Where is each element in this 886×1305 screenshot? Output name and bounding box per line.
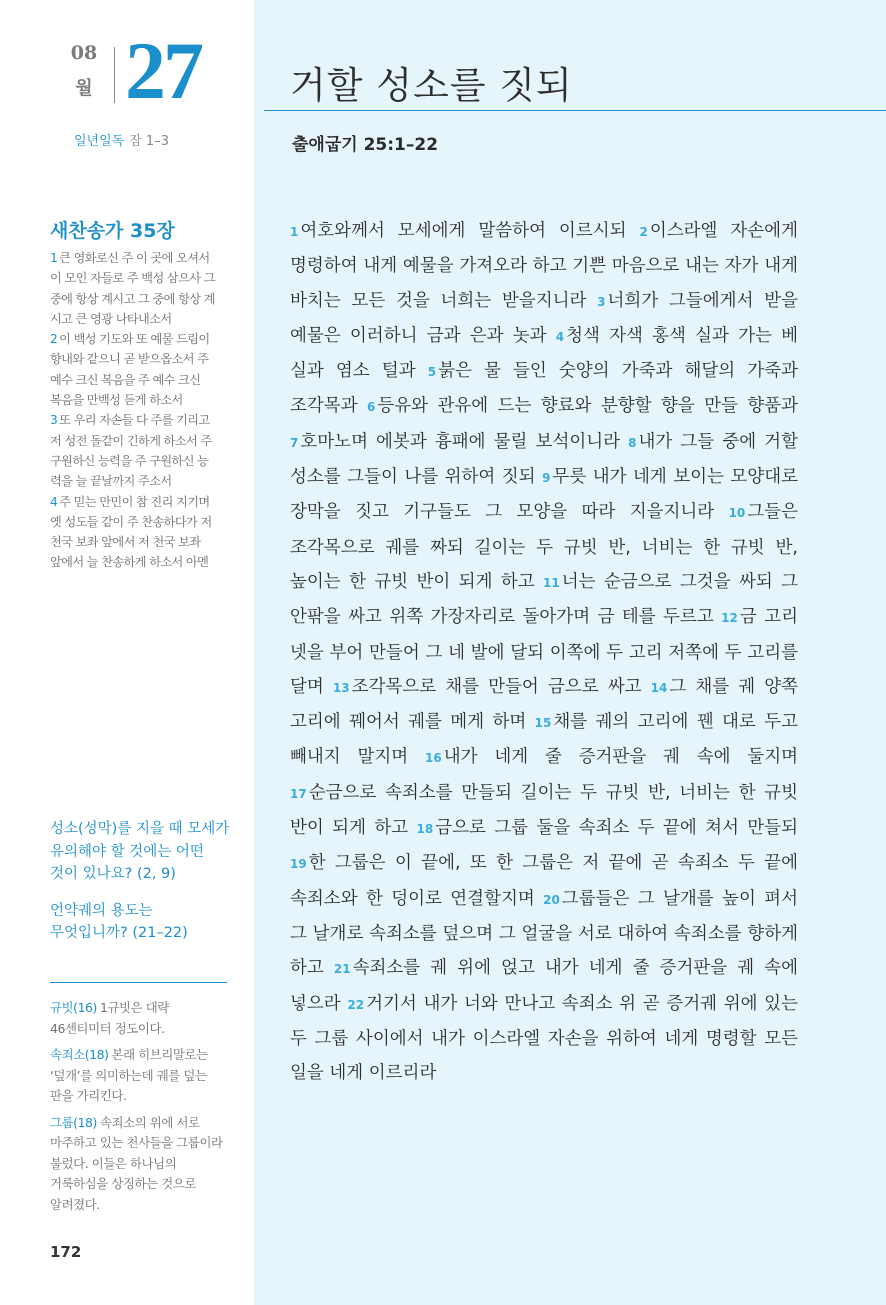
- verse-text: 그 채를 궤 양쪽 고리에 꿰어서 궤를 메게 하며: [290, 676, 799, 733]
- verse-text: 호마노며 에봇과 흉패에 물릴 보석이니라: [300, 431, 629, 452]
- verse-text: 거기서 내가 너와 만나고 속죄소 위 곧 증거궤 위에 있는 두 그룹 사이에서 내가 이스라엘 자손을 위하여 네게 명령할 모든 일을 네게 이르리라: [290, 993, 798, 1084]
- verse-number: 12: [721, 611, 738, 626]
- glossary-description: 본래 히브리말로는 ‘덮개’를 의미하는데 궤를 덮는 판을 가리킨다.: [50, 1047, 208, 1103]
- hymn-line: [50, 309, 230, 329]
- verse-number: 2: [639, 225, 648, 239]
- glossary-description: 1규빗은 대략 46센티미터 정도이다.: [50, 1000, 169, 1036]
- month-unit: 월: [75, 78, 93, 99]
- verse-text: 여호와께서 모세에게 말씀하여 이르시되: [300, 221, 640, 241]
- hymn-line: [50, 552, 230, 572]
- hymn-line: [50, 329, 230, 349]
- hymn-line: [50, 410, 230, 430]
- scripture-passage: [290, 214, 798, 1090]
- verse-number: 19: [290, 857, 307, 872]
- verse-text: 청색 자색 홍색 실과 가는 베 실과 염소 털과: [290, 325, 798, 382]
- verse-number: 7: [290, 435, 299, 450]
- yearly-reading-ref: 잠 1–3: [129, 134, 169, 149]
- glossary: [50, 998, 232, 1221]
- verse-number: 18: [416, 822, 434, 837]
- hymn-line: [50, 289, 230, 309]
- verse-text: 무릇 내가 네게 보이는 모양대로 장막을 짓고 기구들도 그 모양을 따라 지을지니라: [290, 467, 799, 523]
- hymn-line: [50, 492, 230, 512]
- hymn-line-text: 향내와 같으니 곧 받으옵소서 주: [50, 352, 209, 367]
- question: 언약궤의 용도는 무엇입니까? (21–22): [50, 902, 188, 941]
- verse-number: 17: [290, 786, 307, 801]
- month-number: 08: [70, 42, 98, 64]
- verse-number: 11: [543, 575, 560, 590]
- scripture-reference: 출애굽기 25:1–22: [292, 135, 439, 155]
- day-number: 27: [125, 25, 201, 116]
- hymn-verse-number: 3: [50, 413, 58, 428]
- verse-number: 20: [543, 892, 560, 907]
- verse-number: 21: [333, 962, 351, 977]
- date-divider: [114, 47, 115, 103]
- hymn-line-text: 앞에서 늘 찬송하게 하소서 아멘: [50, 555, 209, 570]
- verse-number: 15: [534, 716, 552, 731]
- hymn-verse-number: 1: [50, 251, 58, 265]
- hymn-line: [50, 512, 230, 532]
- verse: [290, 994, 798, 1084]
- verse: [333, 677, 651, 697]
- verse-text: 내가 그들 중에 거할 성소를 그들이 나를 위하여 짓되: [290, 431, 798, 488]
- verse: [290, 221, 639, 241]
- hymn-line-text: 이 모인 자들로 주 백성 삼으사 그: [50, 271, 215, 286]
- hymn-line-text: 이 백성 기도와 또 예물 드림이: [59, 332, 210, 347]
- hymn-line-text: 옛 성도들 같이 주 찬송하다가 저: [50, 514, 212, 529]
- hymn-line-text: 중에 항상 계시고 그 중에 항상 계: [50, 291, 215, 306]
- verse: [367, 396, 798, 416]
- verse-text: 금으로 그룹 둘을 속죄소 두 끝에 쳐서 만들되: [435, 818, 798, 839]
- hymn-line: [50, 349, 230, 369]
- hymn-line-text: 복음을 만백성 듣게 하소서: [50, 393, 183, 408]
- hymn-line: [50, 248, 230, 268]
- verse: [417, 818, 799, 838]
- yearly-reading-label: 일년일독: [74, 134, 125, 149]
- verse-number: 3: [597, 294, 606, 309]
- hymn-line-text: 구원하신 능력을 주 구원하신 능: [50, 453, 209, 468]
- verse-number: 5: [427, 365, 437, 380]
- verse-number: 13: [332, 680, 350, 695]
- verse-number: 10: [728, 506, 746, 521]
- verse-text: 그들은 조각목으로 궤를 짜되 길이는 두 규빗 반, 너비는 한 규빗 반, 높이는 한 규빗 반이 되게 하고: [290, 502, 798, 592]
- hymn-line-text: 시고 큰 영광 나타내소서: [50, 311, 172, 326]
- hymn-line: [50, 390, 230, 410]
- hymn-line-text: 천국 보좌 앞에서 저 천국 보좌: [50, 535, 201, 550]
- page-title: 거할 성소를 짓되: [290, 64, 573, 107]
- verse-text: 내가 네게 줄 증거판을 궤 속에 둘지며: [443, 747, 799, 768]
- title-rule: [264, 110, 886, 111]
- glossary-term: 그룹(18): [50, 1114, 97, 1130]
- verse-text: 한 그룹은 이 끝에, 또 한 그룹은 저 끝에 곧 속죄소 두 끝에 속죄소와 한 덩이로 연결할지며: [290, 853, 798, 909]
- verse-number: 8: [628, 435, 637, 450]
- verse-text: 금 고리 넷을 부어 만들어 그 네 발에 달되 이쪽에 두 고리 저쪽에 두 고리를 달며: [290, 607, 798, 697]
- hymn-line: [50, 532, 230, 552]
- hymn-line: [50, 268, 230, 288]
- hymn-line: [50, 451, 230, 471]
- verse-text: 조각목으로 채를 만들어 금으로 싸고: [351, 676, 651, 697]
- glossary-item: [50, 998, 232, 1039]
- glossary-term: 규빗(16): [50, 1000, 97, 1015]
- verse-number: 22: [347, 997, 365, 1012]
- sidebar-divider: [50, 982, 227, 983]
- glossary-term: 속죄소(18): [50, 1047, 109, 1062]
- glossary-item: [50, 1045, 232, 1107]
- verse-text: 순금으로 속죄소를 만들되 길이는 두 규빗 반, 너비는 한 규빗 반이 되게 하고: [290, 782, 798, 839]
- yearly-reading: [74, 130, 169, 149]
- verse-text: 이스라엘 자손에게 명령하여 내게 예물을 가져오라 하고 기쁜 마음으로 내는 자가 내게 바치는 모든 것을 너희는 받을지니라: [290, 221, 798, 311]
- verse-number: 9: [542, 471, 551, 486]
- verse-text: 너는 순금으로 그것을 싸되 그 안팎을 싸고 위쪽 가장자리로 돌아가며 금 테를 두르고: [290, 571, 798, 628]
- reflection-questions: [50, 818, 232, 959]
- hymn-line: [50, 471, 230, 491]
- verse: [425, 747, 798, 767]
- verse-number: 14: [650, 680, 668, 695]
- hymn-line: [50, 370, 230, 390]
- verse-text: 그룹들은 그 날개를 높이 펴서 그 날개로 속죄소를 덮으며 그 얼굴을 서로 대하여 속죄소를 향하게 하고: [290, 888, 798, 979]
- question: 성소(성막)를 지을 때 모세가 유의해야 할 것에는 어떤 것이 있나요? (2, 9): [50, 821, 230, 882]
- verse-number: 16: [425, 751, 442, 766]
- hymn-lyrics: [50, 248, 230, 573]
- hymn-line-text: 저 성전 돌같이 긴하게 하소서 주: [50, 433, 212, 448]
- verse-text: 등유와 관유에 드는 향료와 분향할 향을 만들 향품과: [377, 396, 798, 417]
- hymn-line: [50, 431, 230, 451]
- hymn-verse-number: 2: [50, 332, 58, 347]
- glossary-description: 속죄소의 위에 서로 마주하고 있는 천사들을 그룹이라 불렀다. 이들은 하나님의 거룩하심을 상징하는 것으로 알려졌다.: [50, 1114, 223, 1212]
- hymn-line-text: 또 우리 자손들 다 주를 기리고: [59, 413, 210, 428]
- verse: [290, 432, 628, 452]
- hymn-verse-number: 4: [50, 494, 58, 509]
- verse-text: 속죄소를 궤 위에 얹고 내가 네게 줄 증거판을 궤 속에 넣으라: [290, 958, 798, 1014]
- verse-number: 1: [290, 225, 299, 239]
- verse-number: 6: [367, 400, 376, 415]
- page-number: 172: [50, 1243, 82, 1261]
- hymn-title: 새찬송가 35장: [50, 220, 175, 242]
- hymn-line-text: 예수 크신 복음을 주 예수 크신: [50, 372, 201, 387]
- hymn-line-text: 력을 늘 끝날까지 주소서: [50, 474, 172, 489]
- verse-text: 너희가 그들에게서 받을 예물은 이러하니 금과 은과 놋과: [290, 290, 798, 346]
- hymn-line-text: 주 믿는 만민이 참 진리 지기며: [59, 494, 210, 509]
- verse-text: 채를 궤의 고리에 꿴 대로 두고 빼내지 말지며: [290, 712, 798, 768]
- hymn-line-text: 큰 영화로신 주 이 곳에 오셔서: [59, 251, 210, 265]
- verse-number: 4: [555, 329, 565, 344]
- verse-text: 붉은 물 들인 숫양의 가죽과 해달의 가죽과 조각목과: [290, 361, 798, 417]
- glossary-item: [50, 1113, 232, 1216]
